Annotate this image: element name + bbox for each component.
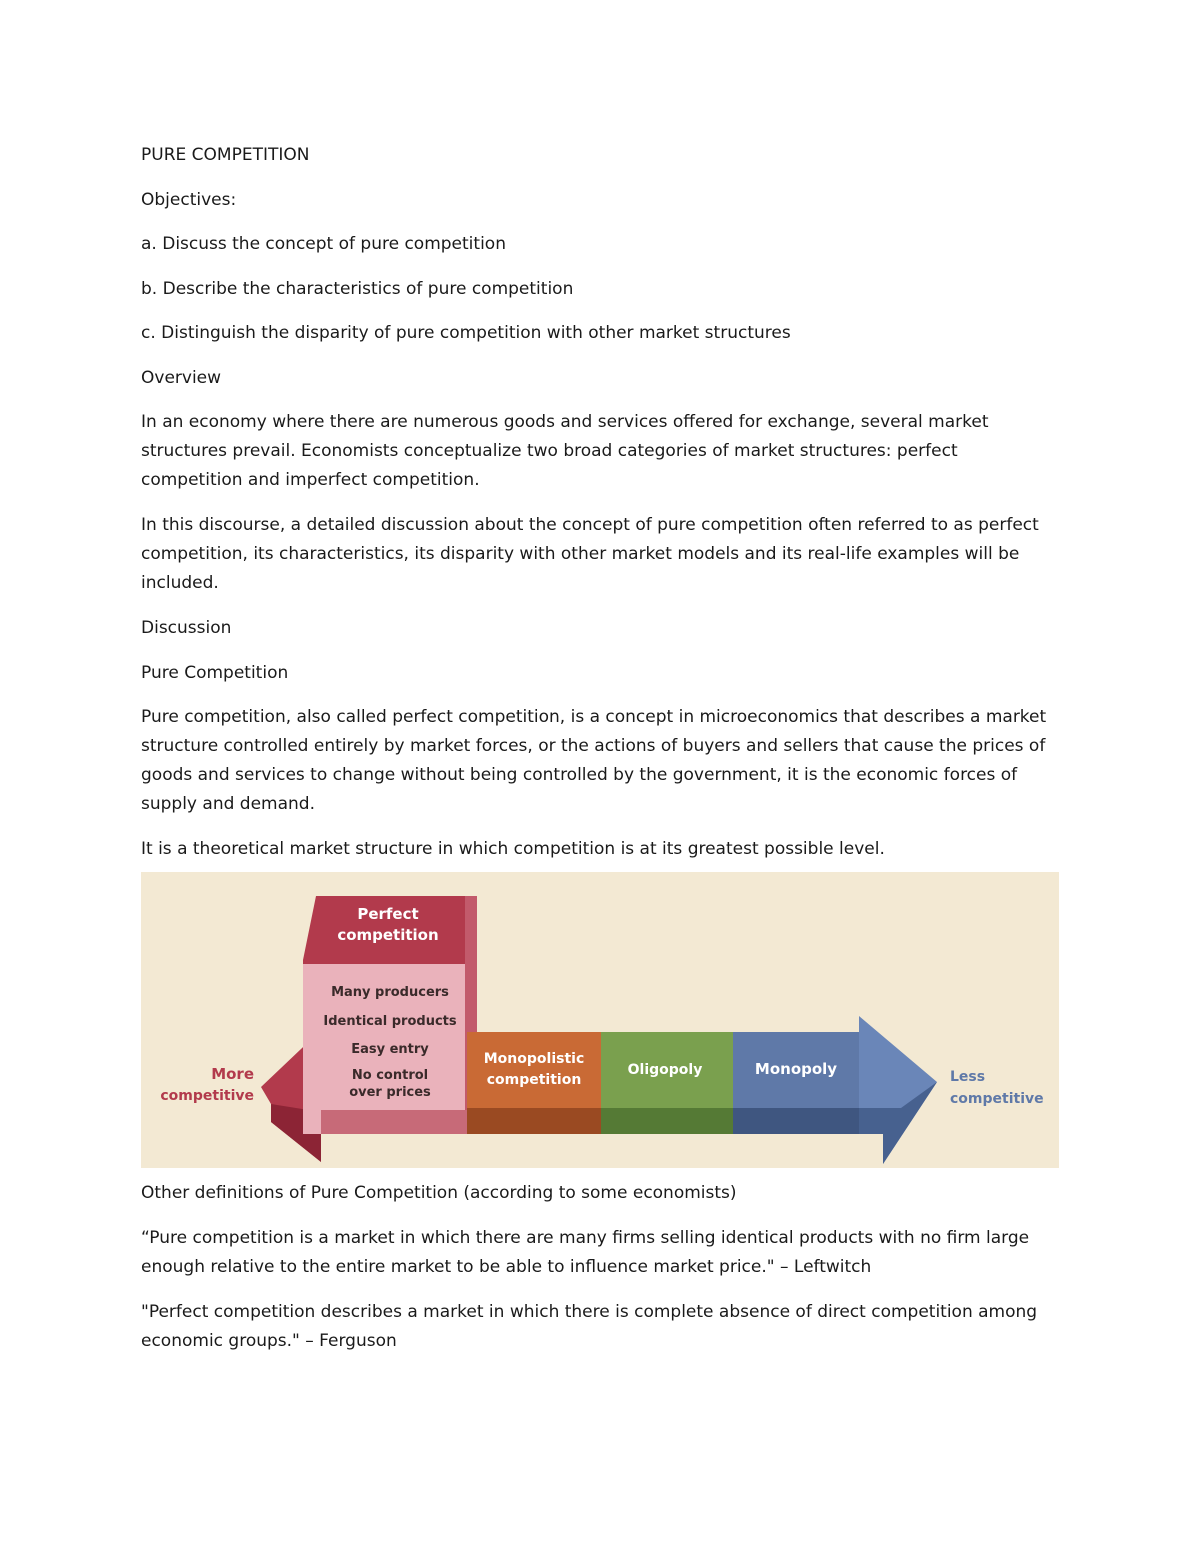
segment-monopolistic-label: Monopolistic: [483, 1051, 585, 1067]
perfect-trait: over prices: [349, 1085, 431, 1100]
objective-item: c. Distinguish the disparity of pure competition with other market structures: [141, 323, 791, 343]
document-body: [141, 141, 1059, 864]
pure-competition-heading: Pure Competition: [141, 662, 289, 683]
perfect-trait: No control: [351, 1068, 429, 1083]
perfect-trait: Identical products: [323, 1014, 457, 1029]
other-definitions-section: [141, 1179, 1059, 1356]
pure-competition-paragraph: It is a theoretical market structure in which competition is at its greatest possible level.: [141, 839, 885, 859]
perfect-competition-title: competition: [337, 926, 439, 944]
quote-ferguson: "Perfect competition describes a market in which there is complete absence of direct competition among economic groups." – Ferguson: [141, 1301, 1038, 1351]
objective-item: b. Describe the characteristics of pure competition: [141, 278, 574, 299]
right-arrow-head: [859, 1016, 937, 1164]
perfect-competition-base: [321, 1110, 467, 1134]
market-structure-diagram: [141, 872, 1059, 1168]
segment-monopolistic-base: [467, 1108, 601, 1134]
segment-oligopoly-label: Oligopoly: [627, 1062, 703, 1078]
perfect-competition-title: Perfect: [357, 905, 419, 923]
market-structure-svg: [141, 872, 1059, 1168]
overview-paragraph: In an economy where there are numerous goods and services offered for exchange, several market structures prevail. Economists conceptualize two broad categories of market structures: perfect competition and imperfect competition.: [141, 412, 989, 490]
segment-monopolistic-label: competition: [486, 1072, 582, 1088]
other-definitions-heading: Other definitions of Pure Competition (according to some economists): [141, 1183, 737, 1203]
left-label: More: [211, 1065, 254, 1083]
objectives-heading: Objectives:: [141, 189, 237, 210]
perfect-trait: Easy entry: [351, 1042, 429, 1057]
left-label: competitive: [160, 1088, 254, 1104]
objective-item: a. Discuss the concept of pure competition: [141, 234, 506, 254]
overview-paragraph: In this discourse, a detailed discussion about the concept of pure competition often referred to as perfect competition, its characteristics, its disparity with other market models and its real-life examples will be included.: [141, 515, 1039, 593]
discussion-heading: Discussion: [141, 618, 232, 638]
segment-oligopoly-base: [601, 1108, 733, 1134]
overview-heading: Overview: [141, 367, 222, 388]
document-title: PURE COMPETITION: [141, 145, 310, 165]
right-label: Less: [950, 1069, 986, 1085]
pure-competition-paragraph: Pure competition, also called perfect competition, is a concept in microeconomics that describes a market structure controlled entirely by market forces, or the actions of buyers and sellers that cause the prices of goods and services to change without being controlled by the government, it is the economic forces of supply and demand.: [141, 707, 1047, 814]
quote-leftwitch: “Pure competition is a market in which there are many firms selling identical products with no firm large enough relative to the entire market to be able to influence market price." – Leftwitch: [141, 1227, 1030, 1277]
perfect-trait: Many producers: [331, 985, 449, 1000]
segment-monopoly-base: [733, 1108, 859, 1134]
right-label: competitive: [950, 1091, 1044, 1107]
segment-monopoly-label: Monopoly: [754, 1060, 838, 1078]
segment-monopolistic: [467, 1032, 601, 1108]
